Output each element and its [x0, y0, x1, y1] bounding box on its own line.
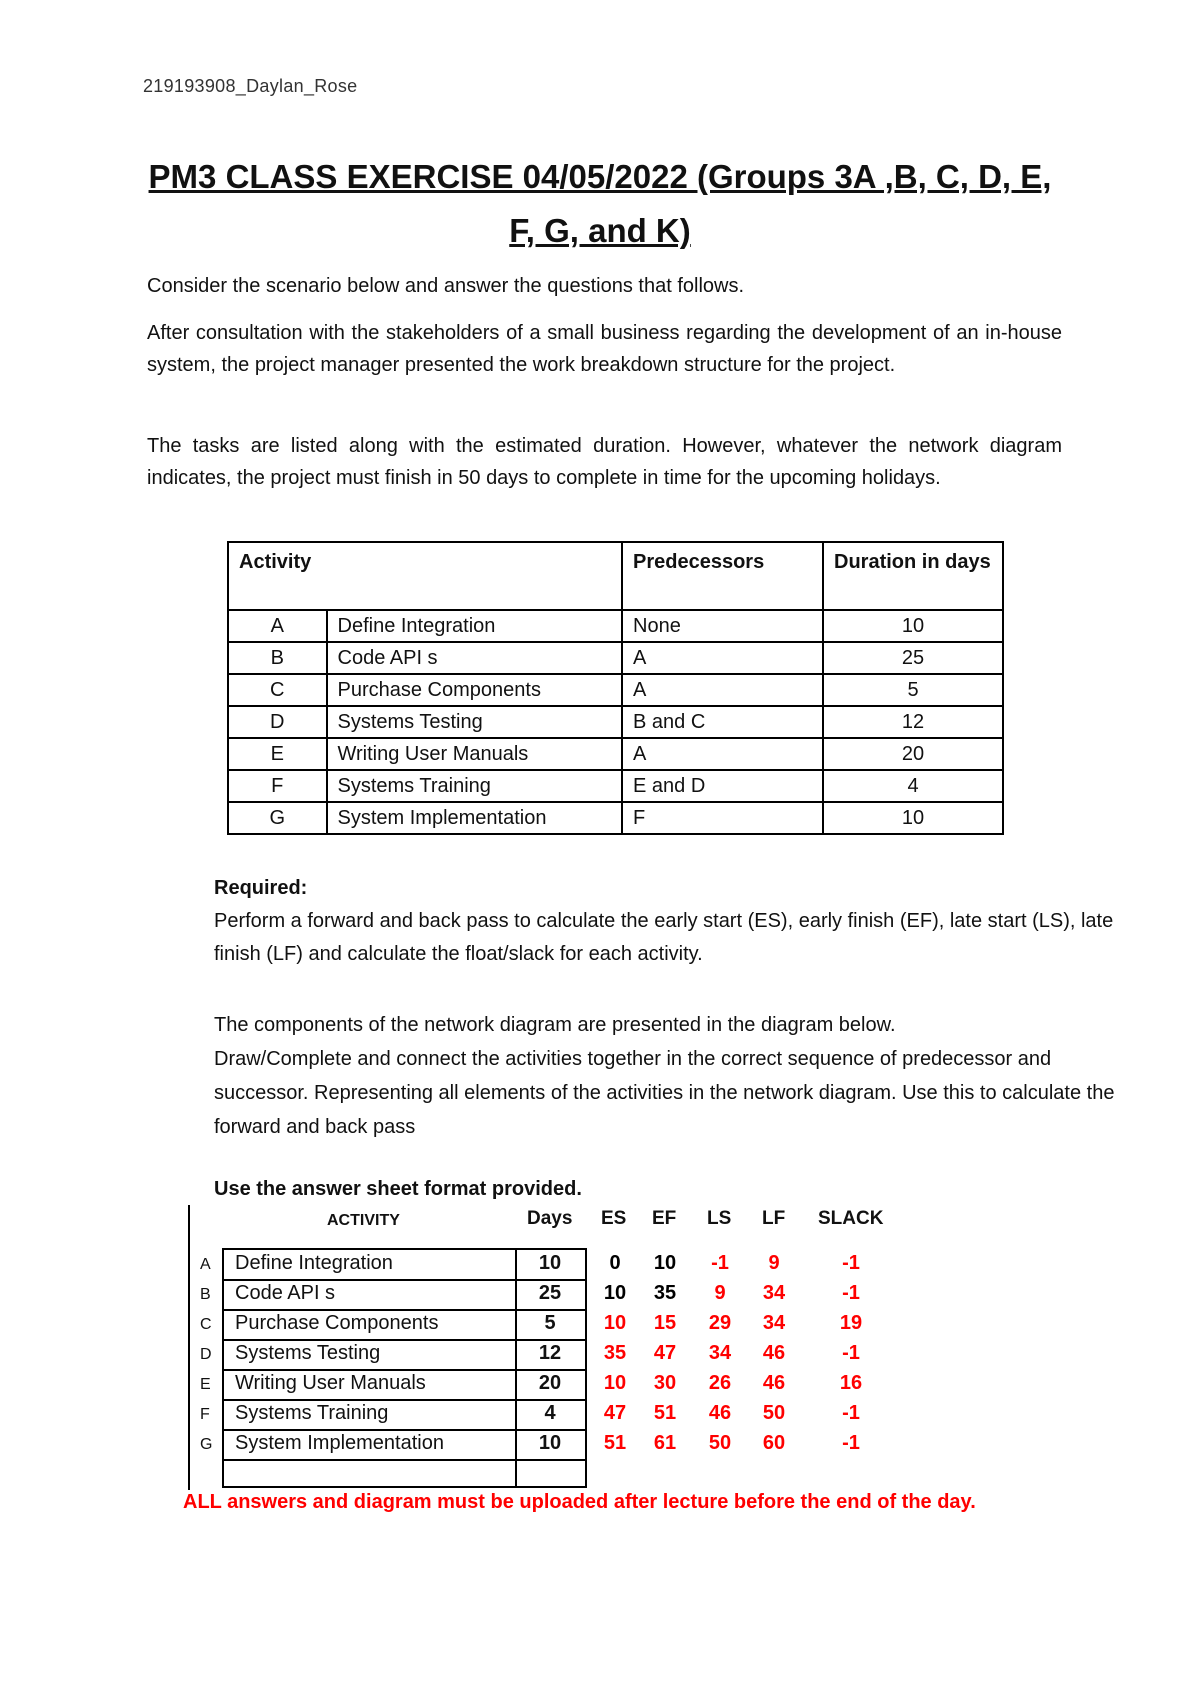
activity-name: System Implementation [327, 802, 623, 834]
predecessors-header: Predecessors [622, 542, 823, 610]
activity-duration: 10 [823, 802, 1003, 834]
answer-sheet-rule [224, 1279, 585, 1281]
answer-ls: 50 [708, 1432, 732, 1454]
table-row [228, 610, 1003, 642]
answer-slack: 16 [839, 1372, 863, 1394]
answer-ls: 26 [708, 1372, 732, 1394]
answer-row-id: G [200, 1436, 213, 1453]
activity-table [227, 541, 1004, 835]
answer-ef: 30 [653, 1372, 677, 1394]
answer-row-days: 12 [538, 1342, 562, 1364]
required-label: Required: [214, 877, 308, 899]
answer-sheet-rule [224, 1369, 585, 1371]
answer-row-name: Define Integration [235, 1252, 393, 1274]
answer-header-ef: EF [652, 1208, 677, 1229]
answer-es: 51 [603, 1432, 627, 1454]
activity-name: Code API s [327, 642, 623, 674]
answer-lf: 46 [762, 1342, 786, 1364]
answer-es: 35 [603, 1342, 627, 1364]
answer-ls: 29 [708, 1312, 732, 1334]
answer-row-id: A [200, 1256, 211, 1273]
activity-predecessors: A [622, 642, 823, 674]
answer-es: 0 [609, 1252, 621, 1274]
answer-header-activity: ACTIVITY [327, 1212, 400, 1229]
answer-slack: -1 [842, 1432, 860, 1454]
answer-header-days: Days [527, 1208, 573, 1229]
answer-header-es: ES [601, 1208, 627, 1229]
activity-id: B [228, 642, 327, 674]
components-section [214, 1008, 1134, 1144]
activity-header: Activity [228, 542, 622, 610]
answer-sheet-rule [224, 1309, 585, 1311]
answer-sheet-margin-line [188, 1205, 190, 1490]
activity-id: C [228, 674, 327, 706]
activity-name: Purchase Components [327, 674, 623, 706]
required-text: Perform a forward and back pass to calculate the early start (ES), early finish (EF), late start (LS), late finish (LF) and calculate the float/slack for each activity. [214, 910, 1114, 965]
activity-name: Writing User Manuals [327, 738, 623, 770]
answer-ef: 15 [653, 1312, 677, 1334]
answer-header-slack: SLACK [818, 1208, 884, 1229]
answer-row-name: Writing User Manuals [235, 1372, 426, 1394]
duration-header: Duration in days [823, 542, 1003, 610]
activity-predecessors: None [622, 610, 823, 642]
answer-ef: 35 [653, 1282, 677, 1304]
scenario-paragraph-2: The tasks are listed along with the estimated duration. However, whatever the network diagram indicates, the project must finish in 50 days to complete in time for the upcoming holidays. [147, 435, 1062, 489]
activity-id: D [228, 706, 327, 738]
answer-ef: 10 [653, 1252, 677, 1274]
answer-es: 10 [603, 1312, 627, 1334]
answer-slack: -1 [842, 1342, 860, 1364]
activity-predecessors: F [622, 802, 823, 834]
activity-duration: 12 [823, 706, 1003, 738]
activity-duration: 10 [823, 610, 1003, 642]
required-section [214, 872, 1134, 971]
answer-row-name: Systems Testing [235, 1342, 381, 1364]
answer-ls: -1 [711, 1252, 729, 1274]
answer-ef: 47 [653, 1342, 677, 1364]
intro-text: Consider the scenario below and answer the questions that follows. [147, 275, 745, 297]
scenario-paragraph-1: After consultation with the stakeholders of a small business regarding the development of an in-house system, the project manager presented the work breakdown structure for the project. [147, 322, 1062, 376]
answer-lf: 34 [762, 1312, 786, 1334]
answer-row-days: 10 [538, 1252, 562, 1274]
answer-ls: 34 [708, 1342, 732, 1364]
answer-row-name: System Implementation [235, 1432, 444, 1454]
answer-row-days: 5 [544, 1312, 556, 1334]
table-row [228, 674, 1003, 706]
activity-id: A [228, 610, 327, 642]
answer-slack: 19 [839, 1312, 863, 1334]
activity-predecessors: A [622, 674, 823, 706]
answer-lf: 50 [762, 1402, 786, 1424]
document-header-id: 219193908_Daylan_Rose [143, 76, 358, 96]
answer-row-id: E [200, 1376, 211, 1393]
answer-lf: 46 [762, 1372, 786, 1394]
activity-table-header [228, 542, 1003, 610]
table-row [228, 706, 1003, 738]
answer-row-id: F [200, 1406, 210, 1423]
table-row [228, 802, 1003, 834]
answer-slack: -1 [842, 1252, 860, 1274]
answer-ls: 46 [708, 1402, 732, 1424]
answer-row-name: Code API s [235, 1282, 336, 1304]
answer-header-ls: LS [707, 1208, 732, 1229]
answer-sheet-rule [224, 1339, 585, 1341]
activity-duration: 5 [823, 674, 1003, 706]
activity-duration: 4 [823, 770, 1003, 802]
components-line-1: The components of the network diagram are presented in the diagram below. [214, 1014, 896, 1036]
answer-lf: 34 [762, 1282, 786, 1304]
answer-row-days: 20 [538, 1372, 562, 1394]
page-title: PM3 CLASS EXERCISE 04/05/2022 (Groups 3A ,B, C, D, E, F, G, and K) [148, 158, 1052, 249]
footer-note: ALL answers and diagram must be uploaded after lecture before the end of the day. [183, 1491, 976, 1513]
activity-id: E [228, 738, 327, 770]
answer-row-id: B [200, 1286, 211, 1303]
activity-predecessors: E and D [622, 770, 823, 802]
answer-es: 10 [603, 1372, 627, 1394]
answer-sheet-rule [224, 1459, 585, 1461]
activity-name: Systems Testing [327, 706, 623, 738]
table-row [228, 770, 1003, 802]
activity-id: G [228, 802, 327, 834]
answer-row-days: 10 [538, 1432, 562, 1454]
answer-sheet-rule [224, 1399, 585, 1401]
answer-row-name: Purchase Components [235, 1312, 439, 1334]
activity-predecessors: A [622, 738, 823, 770]
answer-slack: -1 [842, 1402, 860, 1424]
components-line-2: Draw/Complete and connect the activities together in the correct sequence of predecessor and successor. Representing all elements of the activities in the network diagram. Use this to calculate the forward and back pass [214, 1048, 1115, 1138]
answer-row-id: C [200, 1316, 212, 1333]
activity-name: Systems Training [327, 770, 623, 802]
answer-sheet-note: Use the answer sheet format provided. [214, 1178, 582, 1200]
activity-id: F [228, 770, 327, 802]
table-row [228, 738, 1003, 770]
answer-ef: 51 [653, 1402, 677, 1424]
answer-sheet-rule [224, 1429, 585, 1431]
activity-name: Define Integration [327, 610, 623, 642]
answer-row-name: Systems Training [235, 1402, 389, 1424]
answer-row-days: 4 [544, 1402, 556, 1424]
answer-row-days: 25 [538, 1282, 562, 1304]
answer-ls: 9 [714, 1282, 726, 1304]
answer-lf: 60 [762, 1432, 786, 1454]
answer-header-lf: LF [762, 1208, 786, 1229]
answer-ef: 61 [653, 1432, 677, 1454]
answer-slack: -1 [842, 1282, 860, 1304]
answer-row-id: D [200, 1346, 212, 1363]
answer-es: 10 [603, 1282, 627, 1304]
answer-es: 47 [603, 1402, 627, 1424]
activity-predecessors: B and C [622, 706, 823, 738]
table-row [228, 642, 1003, 674]
activity-duration: 20 [823, 738, 1003, 770]
activity-duration: 25 [823, 642, 1003, 674]
answer-lf: 9 [768, 1252, 780, 1274]
